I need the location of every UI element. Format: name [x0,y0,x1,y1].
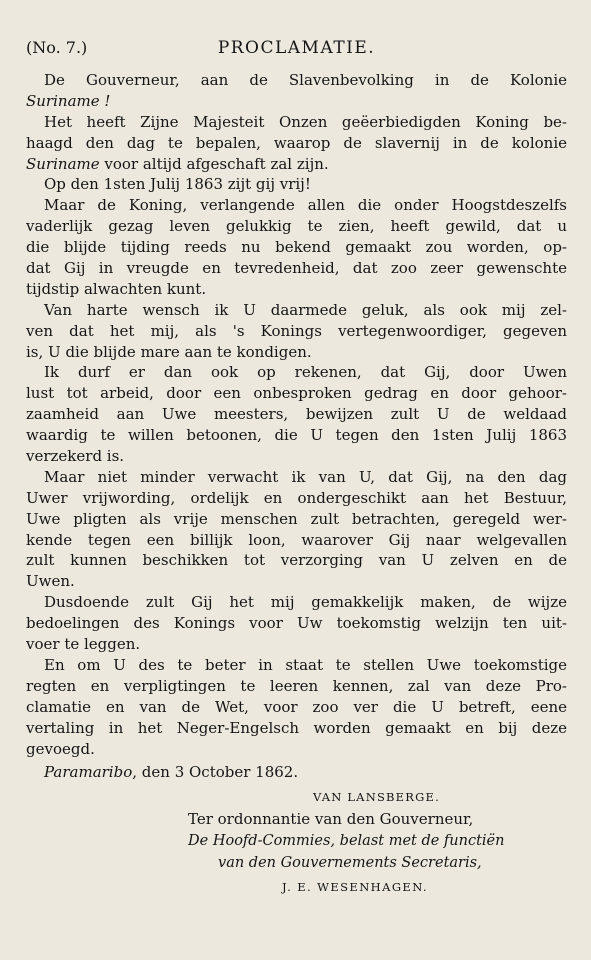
text-span: kende tegen een billijk loon, waarover Gij naar welgevallen [26,530,567,549]
italic-text: Suriname ! [26,91,111,110]
text-line [26,174,567,195]
signature-role-line-1: De Hoofd-Commies, belast met de functiën [188,833,505,850]
text-line [26,279,567,300]
signature-order-line: Ter ordonnantie van den Gouverneur, [188,810,474,829]
text-line [26,488,567,509]
text-line [26,446,567,467]
text-line [26,383,567,404]
text-line [26,321,567,342]
text-line [26,404,567,425]
text-span: lust tot arbeid, door een onbesproken gedrag en door gehoor- [26,384,567,403]
text-line [26,530,567,551]
document-title: PROCLAMATIE. [217,38,376,58]
text-line [26,195,567,216]
text-line [26,634,567,655]
text-line [26,613,567,634]
text-span: Dusdoende zult Gij het mij gemakkelijk maken, de wijze [44,593,567,612]
text-line [26,237,567,258]
text-line [26,467,567,488]
text-span: bedoelingen des Konings voor Uw toekomstig welzijn ten uit- [26,614,567,633]
text-line [26,425,567,446]
text-span: Ik durf er dan ook op rekenen, dat Gij, door Uwen [44,363,567,382]
proclamation-body [26,70,567,783]
text-span: zult kunnen beschikken tot verzorging van U zelven en de [26,551,567,570]
italic-text: Suriname [26,154,100,173]
text-span: vertaling in het Neger-Engelsch worden gemaakt en bij deze [26,718,567,737]
text-span: vaderlijk gezag leven gelukkig te zien, heeft gewild, dat u [26,217,567,236]
text-span: regten en verpligtingen te leeren kennen, zal van deze Pro- [26,676,567,695]
text-span: Maar de Koning, verlangende allen die onder Hoogstdeszelfs [44,196,567,215]
text-span: Maar niet minder verwacht ik van U, dat Gij, na den dag [44,467,567,486]
text-span: Op den 1sten Julij 1863 zijt gij vrij! [44,175,311,194]
text-line [26,112,567,133]
text-line [26,91,567,112]
text-span: Het heeft Zijne Majesteit Onzen geëerbiedigden Koning be- [44,112,567,131]
text-line [26,655,567,676]
text-line [26,258,567,279]
text-span: waardig te willen betoonen, die U tegen den 1sten Julij 1863 [26,426,567,445]
document-number: (No. 7.) [26,38,88,57]
text-line [26,154,567,175]
text-span: zaamheid aan Uwe meesters, bewijzen zult U de weldaad [26,405,567,424]
text-line [26,342,567,363]
text-line [26,216,567,237]
text-span: haagd den dag te bepalen, waarop de slavernij in de kolonie [26,133,567,152]
text-span: Uwer vrijwording, ordelijk en ondergeschikt aan het Bestuur, [26,488,567,507]
text-span: verzekerd is. [26,447,125,466]
text-line [26,718,567,739]
text-line [26,762,567,783]
text-line [26,550,567,571]
text-line [26,300,567,321]
text-span: gevoegd. [26,739,95,758]
signature-role-line-2: van den Gouvernements Secretaris, [218,855,482,872]
text-span: ven dat het mij, als 's Konings vertegenwoordiger, gegeven [26,321,567,340]
text-span: dat Gij in vreugde en tevredenheid, dat zoo zeer gewenschte [26,259,567,278]
text-span: die blijde tijding reeds nu bekend gemaakt zou worden, op- [26,238,567,257]
italic-text: Paramaribo [44,763,133,782]
text-line [26,697,567,718]
text-line [26,509,567,530]
signatory-name: VAN LANSBERGE. [313,790,440,805]
text-span: clamatie en van de Wet, voor zoo ver die U betreft, eene [26,697,567,716]
text-span: voer te leggen. [26,635,141,654]
text-line [26,592,567,613]
text-line [26,739,567,760]
text-span: Uwe pligten als vrije menschen zult betrachten, geregeld wer- [26,509,567,528]
document-header [26,38,567,70]
text-line [26,676,567,697]
text-line [26,362,567,383]
secretary-name: J. E. WESENHAGEN. [282,880,428,895]
text-span: De Gouverneur, aan de Slavenbevolking in de Kolonie [44,71,567,89]
text-line [26,133,567,154]
text-span: is, U die blijde mare aan te kondigen. [26,342,312,361]
text-span: Uwen. [26,572,75,591]
text-span: voor altijd afgeschaft zal zijn. [99,154,329,173]
text-line [26,571,567,592]
text-span: En om U des te beter in staat te stellen Uwe toekomstige [44,655,567,674]
text-span: , den 3 October 1862. [132,763,299,782]
text-span: tijdstip alwachten kunt. [26,279,207,298]
text-line [26,70,567,91]
text-span: Van harte wensch ik U daarmede geluk, als ook mij zel- [44,300,567,319]
